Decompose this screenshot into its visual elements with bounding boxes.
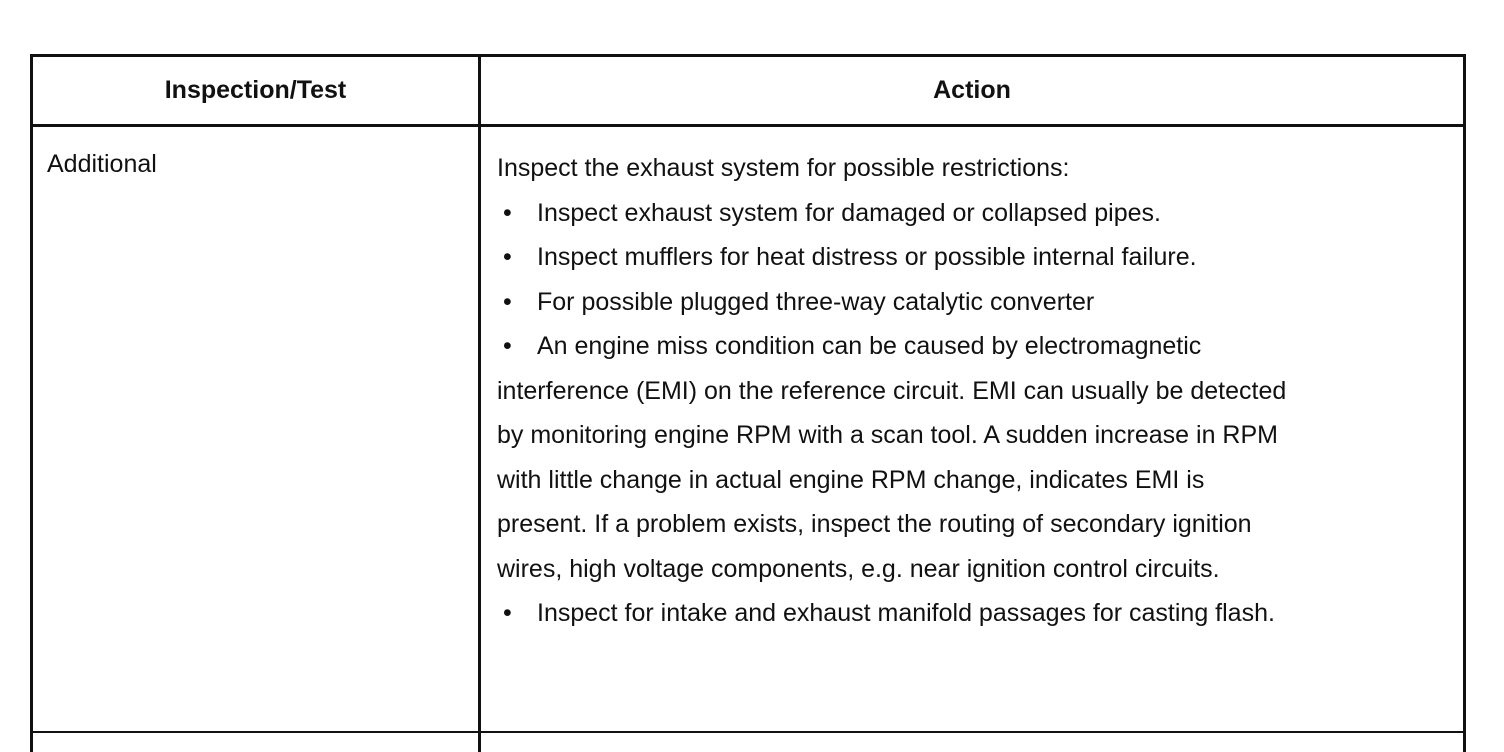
header-inspection-test: Inspection/Test [164,76,347,104]
paragraph-line: with little change in actual engine RPM change, indicates EMI is [497,465,1205,494]
list-item [497,191,1397,236]
paragraph-line: interference (EMI) on the reference circuit. EMI can usually be detected [497,376,1287,405]
paragraph-line: by monitoring engine RPM with a scan tool. A sudden increase in RPM [497,421,1278,449]
column-divider [478,56,481,752]
header-action: Action [933,76,1011,104]
bullet-icon: • [503,198,512,227]
list-item-text: For possible plugged three-way catalytic converter [537,287,1095,316]
bullet-icon: • [503,287,512,316]
header-divider [30,124,1466,127]
action-cell [497,146,1397,636]
list-item-text: Inspect mufflers for heat distress or possible internal failure. [537,243,1197,271]
paragraph-line: present. If a problem exists, inspect the routing of secondary ignition [497,510,1252,538]
bullet-icon: • [503,243,512,271]
list-item [497,324,1397,369]
row-divider [30,731,1466,733]
bullet-icon: • [503,332,512,360]
paragraph-line: wires, high voltage components, e.g. near ignition control circuits. [497,554,1220,583]
list-item [497,280,1397,325]
list-item [497,591,1397,636]
list-item-text: Inspect for intake and exhaust manifold passages for casting flash. [537,599,1275,627]
list-item-text: Inspect exhaust system for damaged or collapsed pipes. [537,198,1161,227]
list-item [497,235,1397,280]
inspection-cell: Additional [47,150,157,178]
bullet-icon: • [503,599,512,627]
list-item-text: An engine miss condition can be caused by electromagnetic [537,332,1202,360]
action-intro: Inspect the exhaust system for possible restrictions: [497,154,1070,182]
